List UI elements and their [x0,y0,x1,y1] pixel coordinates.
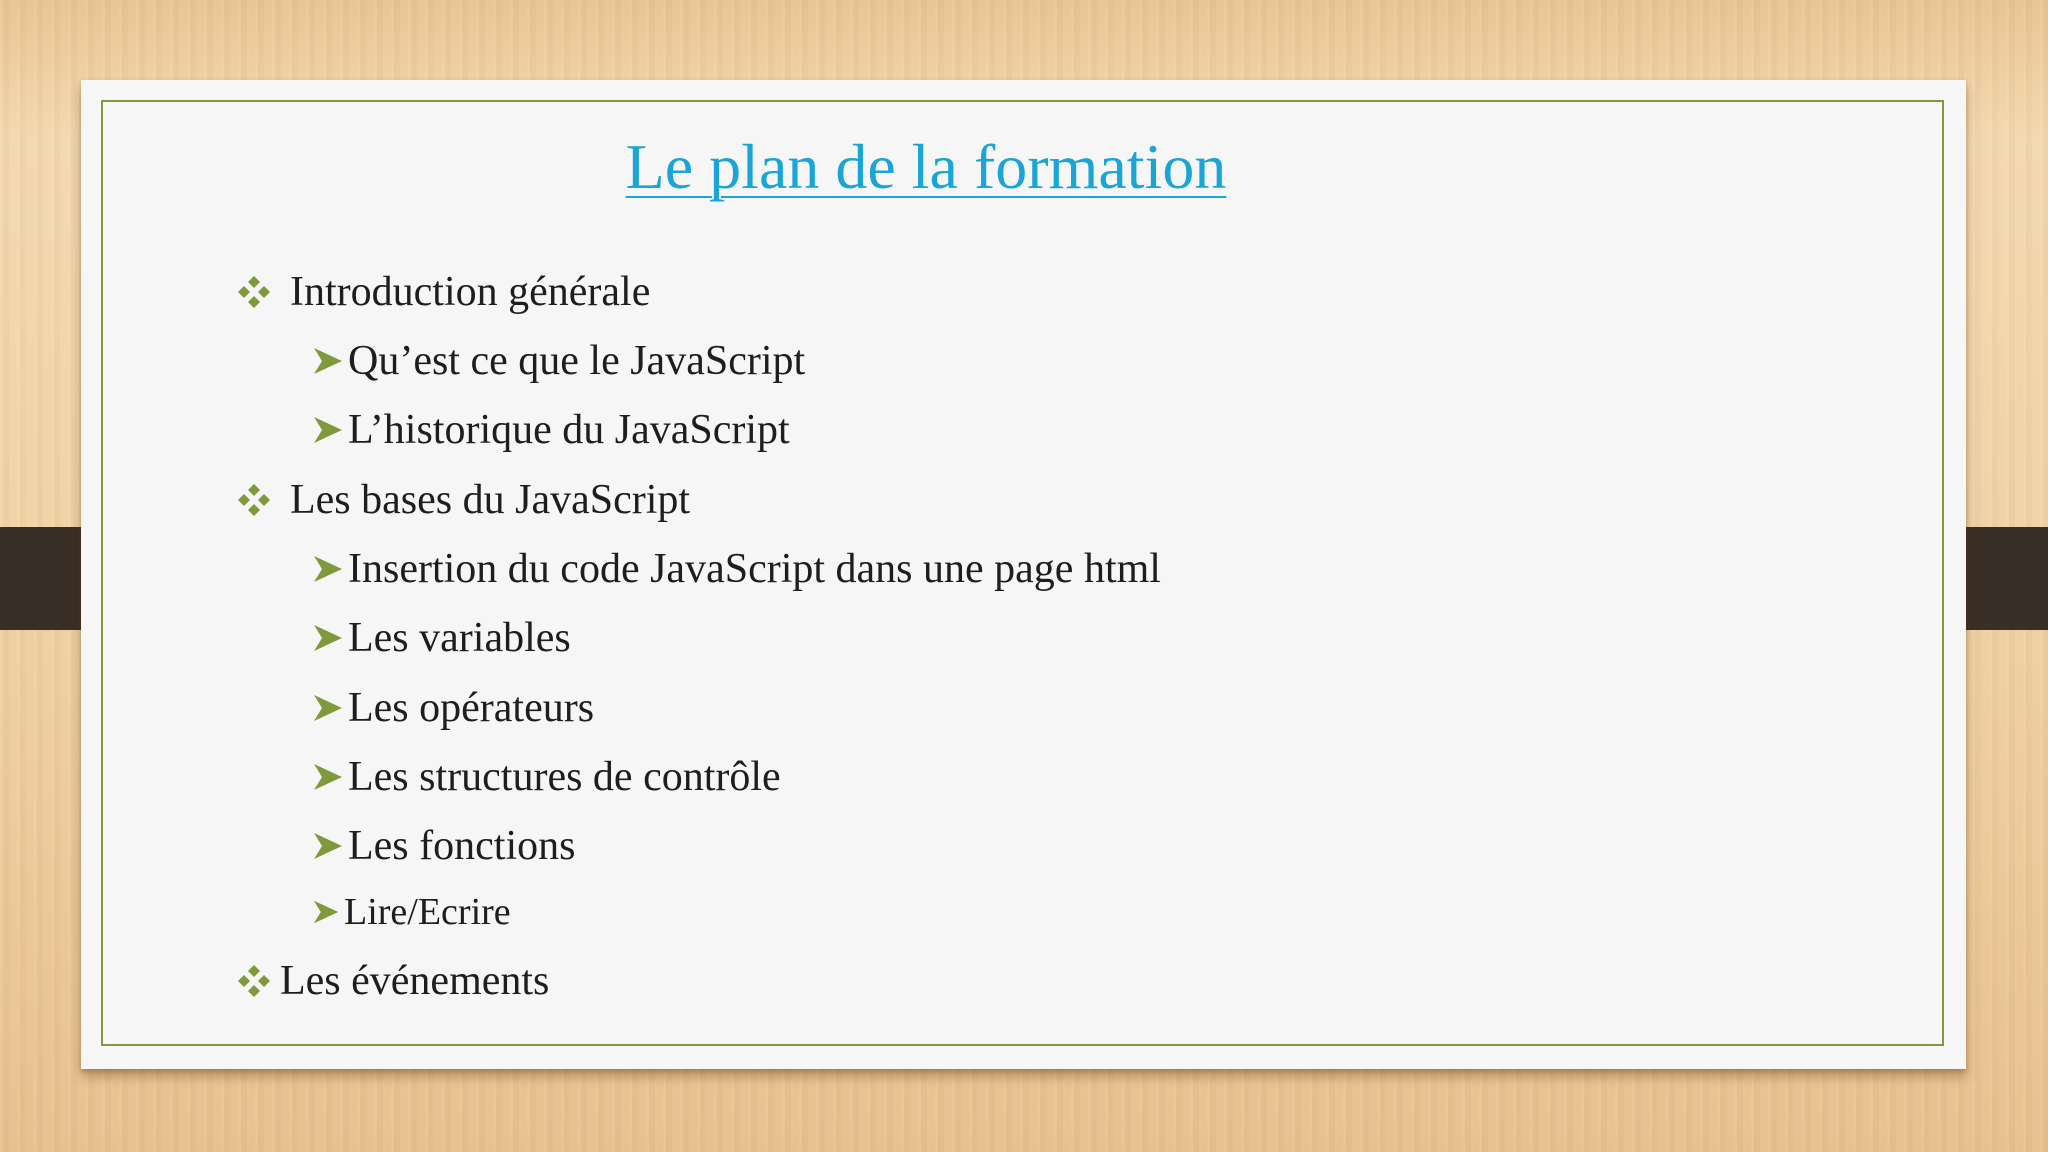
arrowhead-icon [312,898,340,926]
outline-item-label: Les événements [280,958,550,1004]
outline-item-introduction [236,268,650,316]
outline-item-label: Lire/Ecrire [344,891,511,933]
arrowhead-icon [312,553,344,585]
outline-subitem-read-write [312,890,511,934]
arrowhead-icon [312,622,344,654]
arrowhead-icon [312,761,344,793]
outline-subitem-functions [312,822,575,870]
arrowhead-icon [312,830,344,862]
outline-subitem-history [312,406,790,454]
outline-item-events [236,957,549,1005]
four-diamond-icon [236,274,272,310]
arrowhead-icon [312,692,344,724]
outline-subitem-variables [312,614,571,662]
outline-item-label: Les fonctions [348,823,576,869]
outline-subitem-what-is-js [312,337,805,385]
outline-item-label: Les structures de contrôle [348,754,781,800]
outline-item-label: Les variables [348,615,571,661]
outline-item-bases [236,476,690,524]
outline-item-label: Les opérateurs [348,685,595,731]
outline-subitem-control-structures [312,753,781,801]
four-diamond-icon [236,482,272,518]
arrowhead-icon [312,414,344,446]
outline-item-label: Qu’est ce que le JavaScript [348,338,806,384]
outline-item-label: Les bases du JavaScript [290,477,691,523]
four-diamond-icon [236,963,272,999]
outline-subitem-insertion [312,545,1161,593]
slide-title: Le plan de la formation [625,131,1227,202]
outline-item-label: L’historique du JavaScript [348,407,790,453]
outline-subitem-operators [312,684,594,732]
outline-item-label: Introduction générale [290,269,651,315]
arrowhead-icon [312,345,344,377]
outline-item-label: Insertion du code JavaScript dans une page html [348,546,1161,592]
